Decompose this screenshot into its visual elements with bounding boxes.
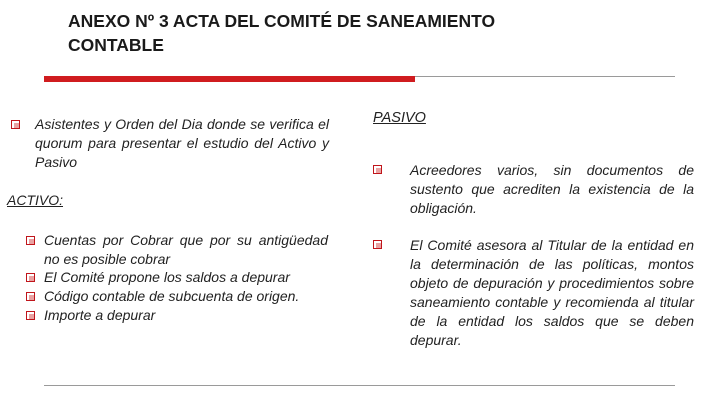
bottom-divider [44,385,675,386]
title-line-2: CONTABLE [68,35,164,55]
pasivo-heading: PASIVO [373,110,426,126]
checkbox-bullet-icon [26,273,35,282]
checkbox-bullet-icon [26,292,35,301]
activo-item-3: Código contable de subcuenta de origen. [44,288,300,304]
title-divider [415,76,675,77]
activo-item-2: El Comité propone los saldos a depurar [44,269,290,285]
activo-heading: ACTIVO: [7,192,64,208]
checkbox-bullet-icon [373,165,382,174]
title-accent-bar [44,76,415,82]
pasivo-item-1: Acreedores varios, sin documentos de sustento que acrediten la existencia de la obligación. [410,162,694,216]
checkbox-bullet-icon [11,120,20,129]
checkbox-bullet-icon [26,236,35,245]
checkbox-bullet-icon [26,311,35,320]
intro-paragraph: Asistentes y Orden del Dia donde se verifica el quorum para presentar el estudio del Activo y Pasivo [35,116,329,170]
activo-item-4: Importe a depurar [44,307,156,323]
pasivo-item-2: El Comité asesora al Titular de la entidad en la determinación de las políticas, montos objeto de depuración y procedimientos sobre saneamiento contable y recomienda al titular de la entidad los saldos que se deben depurar. [410,237,694,348]
title-line-1: ANEXO Nº 3 ACTA DEL COMITÉ DE SANEAMIENTO [68,11,496,31]
page-title [68,9,628,57]
checkbox-bullet-icon [373,240,382,249]
activo-item-1: Cuentas por Cobrar que por su antigüedad no es posible cobrar [44,232,328,267]
